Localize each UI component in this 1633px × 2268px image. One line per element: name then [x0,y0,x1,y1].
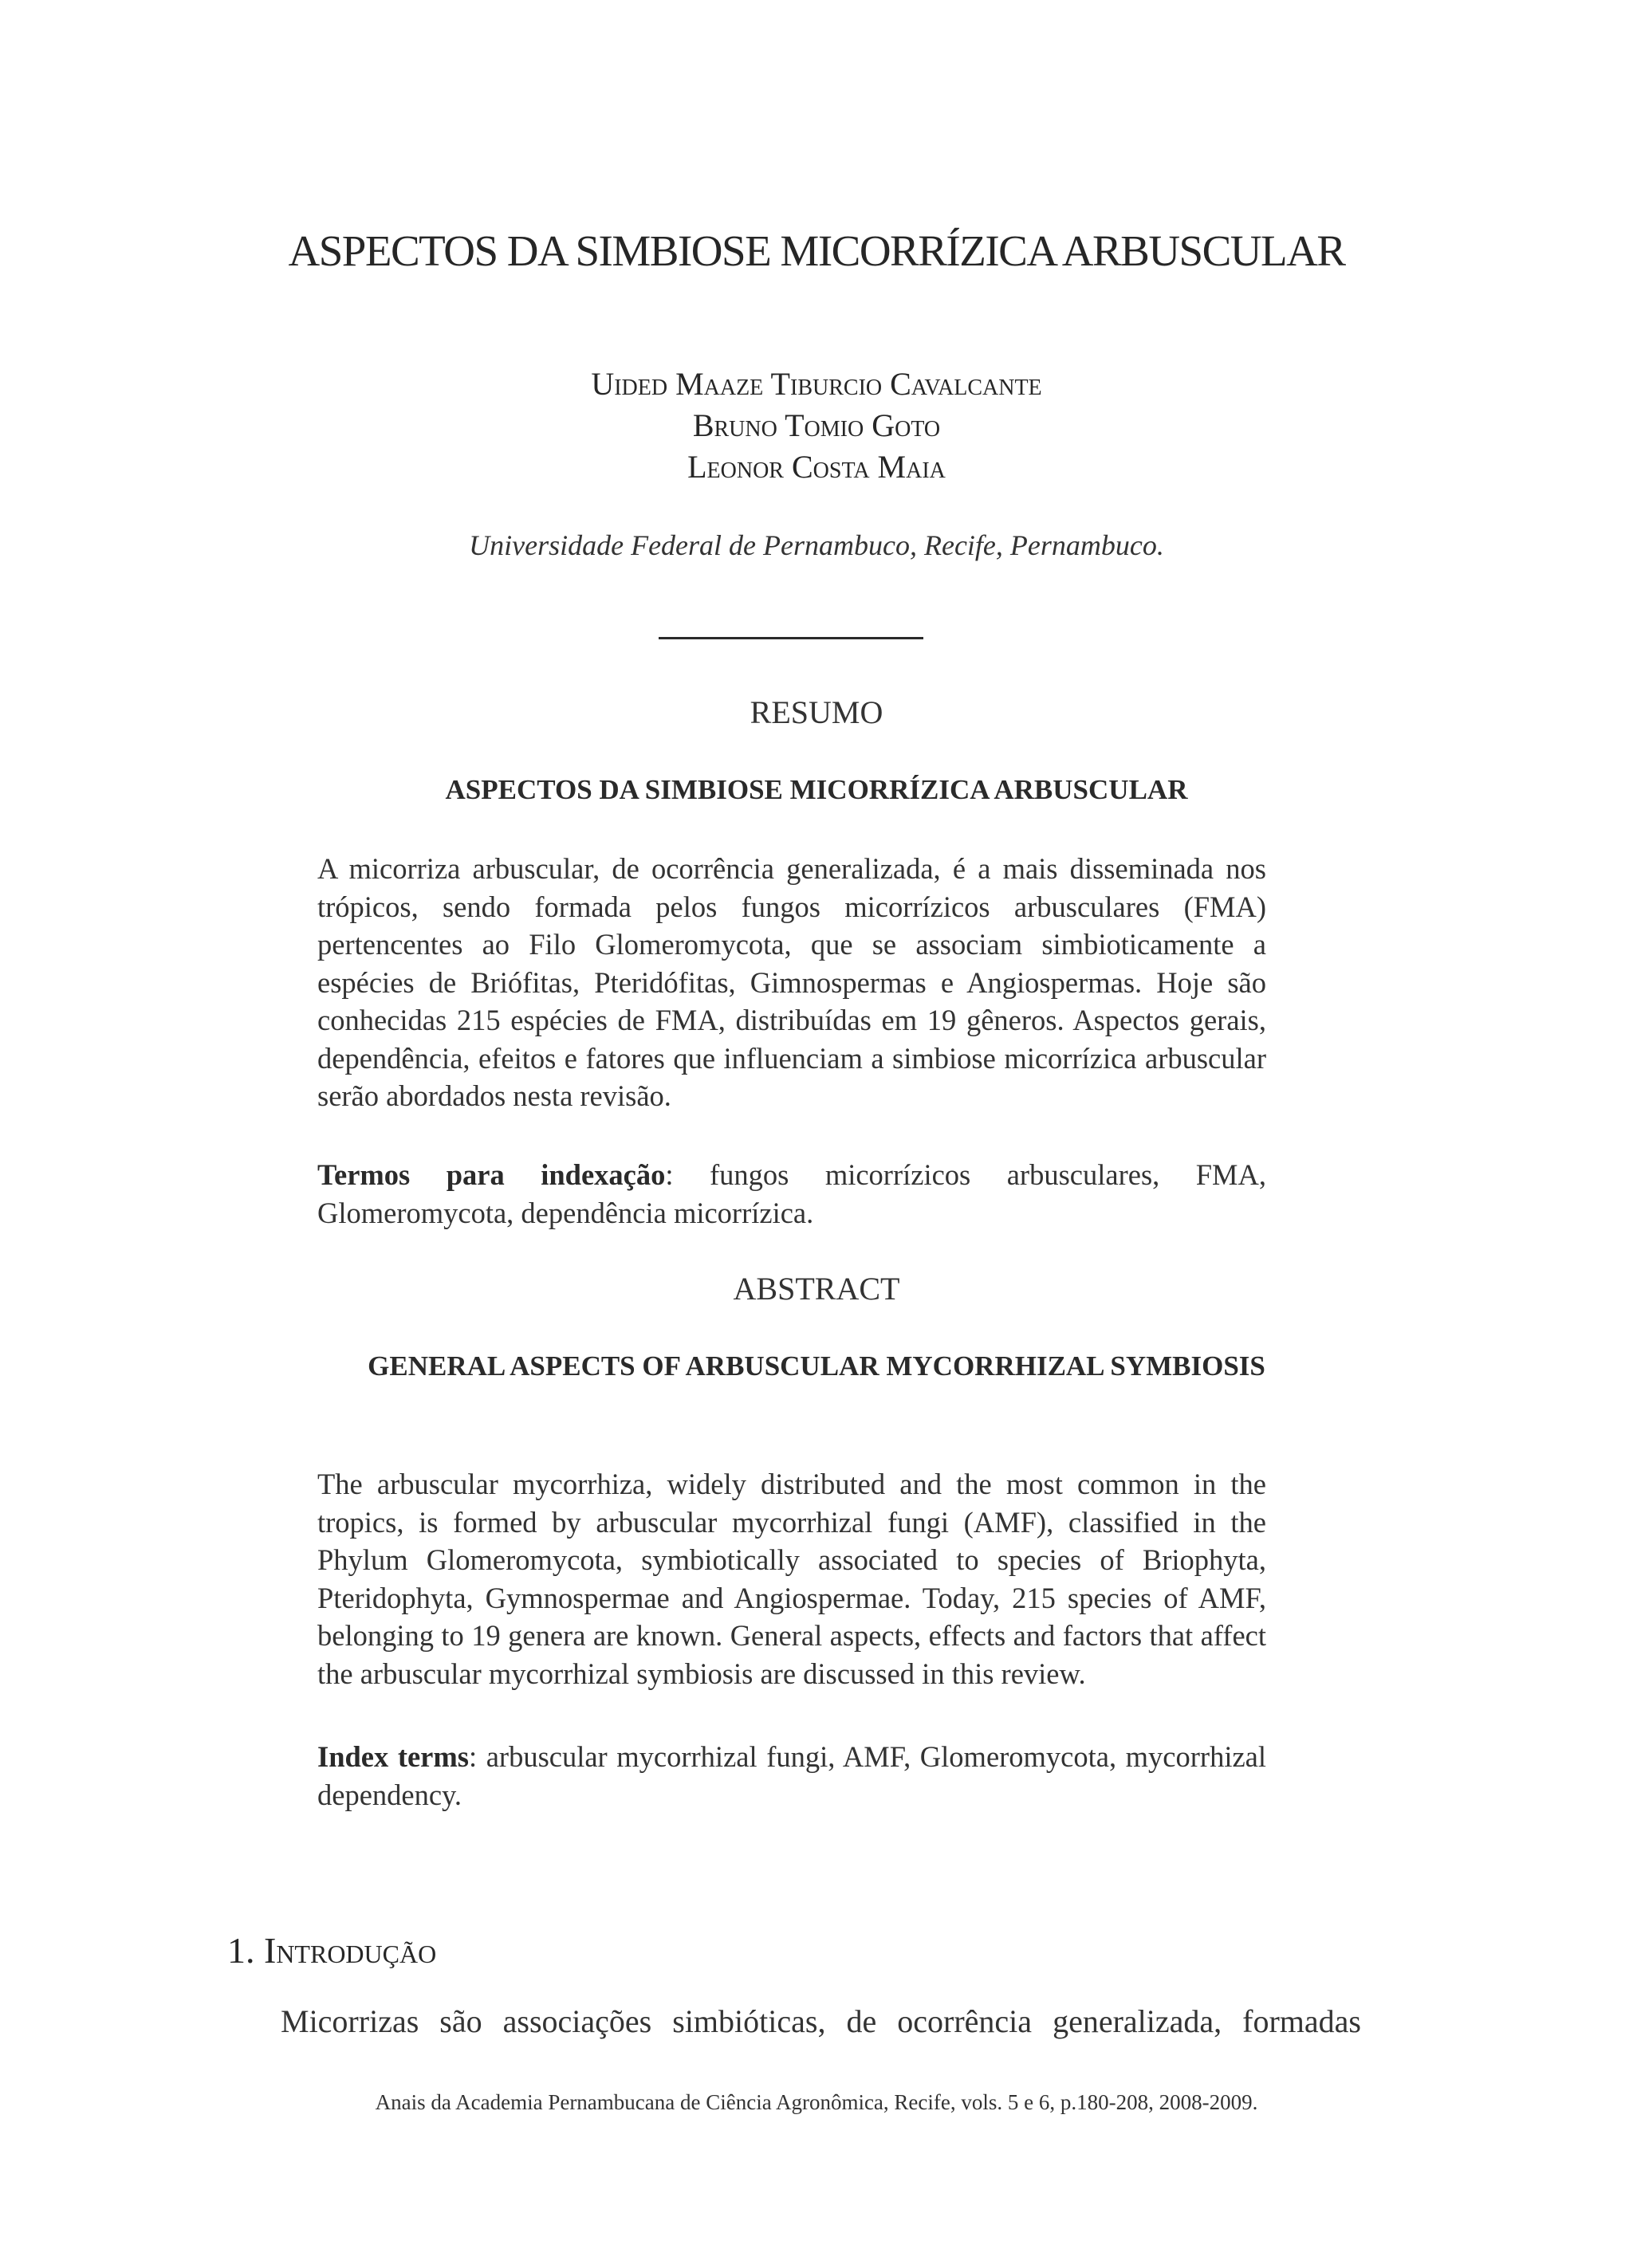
resumo-paragraph: A micorriza arbuscular, de ocorrência generalizada, é a mais disseminada nos trópicos, sendo formada pelos fungos micorrízicos arbusculares (FMA) pertencentes ao Filo Glomeromycota, que se associam simbioticamente a espécies de Briófitas, Pteridófitas, Gimnospermas e Angiospermas. Hoje são conhecidas 215 espécies de FMA, distribuídas em 19 gêneros. Aspectos gerais, dependência, efeitos e fatores que influenciam a simbiose micorrízica arbuscular serão abordados nesta revisão. [317,852,1266,1112]
resumo-heading: RESUMO [750,694,883,730]
separator-rule [659,637,923,639]
abstract-title: GENERAL ASPECTS OF ARBUSCULAR MYCORRHIZAL SYMBIOSIS [368,1350,1265,1382]
introduction-heading [227,1929,436,1971]
keywords-list: : fungos micorrízicos arbusculares, FMA, Glomeromycota, dependência micorrízica. [317,1158,1266,1229]
abstract-keywords [317,1738,1266,1814]
author-name: Leonor Costa Maia [687,449,946,485]
paper-title: ASPECTOS DA SIMBIOSE MICORRÍZICA ARBUSCULAR [288,226,1345,275]
index-terms-list: : arbuscular mycorrhizal fungi, AMF, Glomeromycota, mycorrhizal dependency. [317,1740,1267,1811]
abstract-paragraph: The arbuscular mycorrhiza, widely distributed and the most common in the tropics, is formed by arbuscular mycorrhizal fungi (AMF), classified in the Phylum Glomeromycota, symbiotically associated to species of Briophyta, Pteridophyta, Gymnospermae and Angiospermae. Today, 215 species of AMF, belonging to 19 genera are known. General aspects, effects and factors that affect the arbuscular mycorrhizal symbiosis are discussed in this review. [317,1468,1266,1690]
keywords-label: Termos para indexação [317,1158,666,1191]
affiliation: Universidade Federal de Pernambuco, Recife, Pernambuco. [469,529,1164,561]
author-name: Bruno Tomio Goto [692,407,941,443]
introduction-first-line: Micorrizas são associações simbióticas, de ocorrência generalizada, formadas [281,2003,1361,2039]
abstract-heading: ABSTRACT [733,1271,900,1307]
resumo-title: ASPECTOS DA SIMBIOSE MICORRÍZICA ARBUSCULAR [445,774,1188,805]
footer-citation: Anais da Academia Pernambucana de Ciência Agronômica, Recife, vols. 5 e 6, p.180-208, 2008-2009. [375,2090,1258,2114]
index-terms-label: Index terms [317,1740,469,1773]
resumo-keywords [317,1156,1266,1232]
author-name: Uided Maaze Tiburcio Cavalcante [591,366,1042,402]
section-number: 1. [227,1930,255,1971]
section-title: Introdução [264,1930,437,1971]
